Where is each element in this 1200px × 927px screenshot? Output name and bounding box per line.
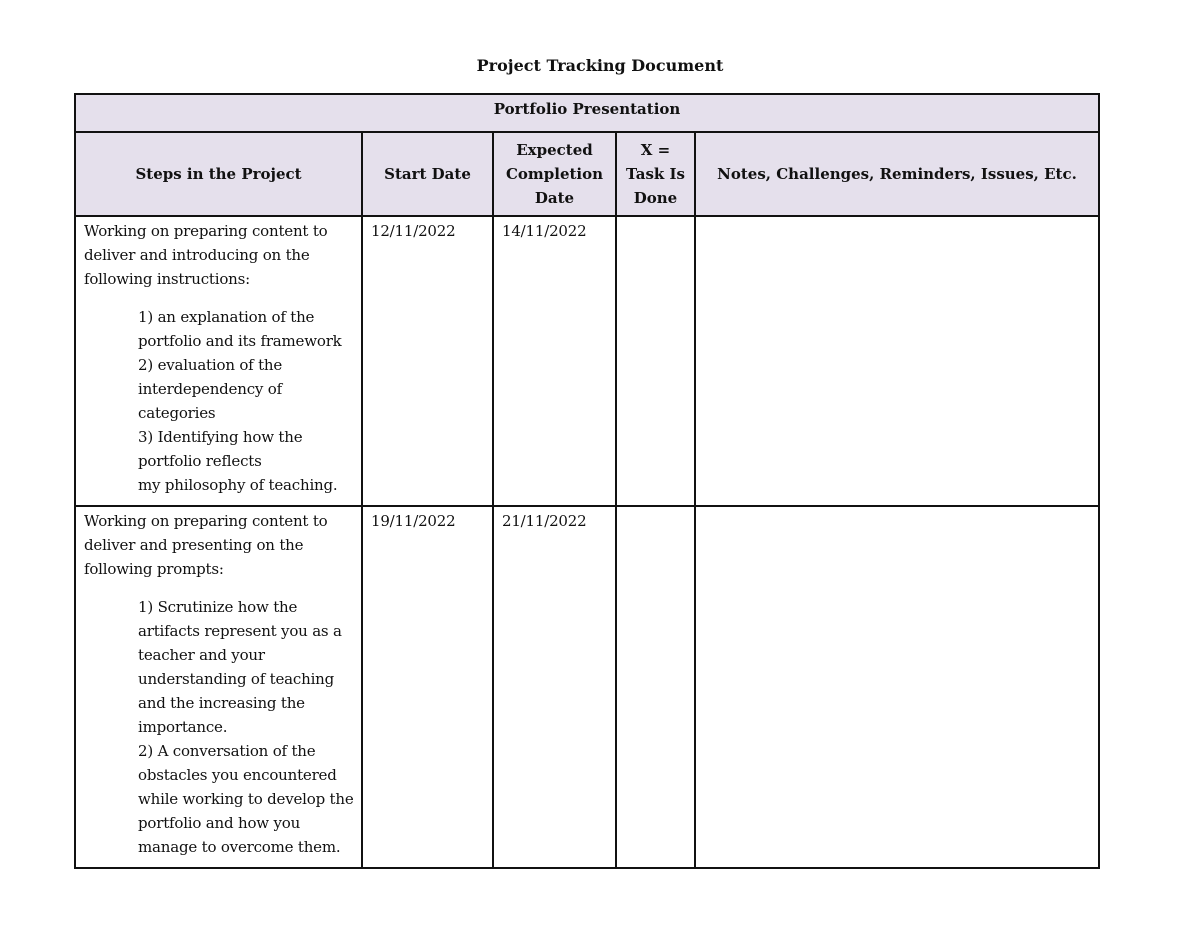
header-expected-line3: Date (534, 189, 575, 207)
step-sub-line: obstacles you encountered (138, 766, 337, 784)
task-done-cell[interactable] (616, 216, 695, 506)
steps-cell[interactable] (75, 216, 362, 506)
expected-date-cell[interactable]: 14/11/2022 (493, 216, 616, 506)
step-sub-line: portfolio and its framework (138, 332, 342, 350)
expected-date-cell[interactable]: 21/11/2022 (493, 506, 616, 868)
step-sub-line: categories (138, 404, 216, 422)
step-sub-line: 1) an explanation of the (138, 308, 315, 326)
header-done-line2: Task Is (626, 165, 685, 183)
header-expected-line2: Completion (505, 165, 604, 183)
header-start-date-label: Start Date (384, 165, 471, 183)
header-task-done (616, 132, 695, 216)
header-expected-line1: Expected (516, 141, 593, 159)
header-done-line1: X = (640, 141, 671, 159)
step-intro (84, 219, 355, 291)
start-date-cell[interactable]: 19/11/2022 (362, 506, 493, 868)
start-date-cell[interactable]: 12/11/2022 (362, 216, 493, 506)
steps-cell[interactable] (75, 506, 362, 868)
header-expected-completion-date (493, 132, 616, 216)
step-intro (84, 509, 355, 581)
step-sub-line: and the increasing the (138, 694, 305, 712)
header-start-date (362, 132, 493, 216)
step-sub-line: while working to develop the (138, 790, 354, 808)
step-intro-line: Working on preparing content to (84, 222, 328, 240)
notes-cell[interactable] (695, 216, 1099, 506)
table-row (75, 506, 1099, 868)
section-title: Portfolio Presentation (493, 100, 681, 118)
header-done-line3: Done (633, 189, 678, 207)
step-sub-line: importance. (138, 718, 228, 736)
step-sub-line: portfolio reflects (138, 452, 262, 470)
header-row (75, 132, 1099, 216)
step-intro-line: deliver and introducing on the (84, 246, 310, 264)
table-row (75, 216, 1099, 506)
step-intro-line: following prompts: (84, 560, 224, 578)
header-notes-label: Notes, Challenges, Reminders, Issues, Etc. (717, 165, 1077, 183)
task-done-cell[interactable] (616, 506, 695, 868)
step-sub-line: 3) Identifying how the (138, 428, 303, 446)
step-intro-line: following instructions: (84, 270, 250, 288)
notes-cell[interactable] (695, 506, 1099, 868)
header-steps-label: Steps in the Project (135, 165, 302, 183)
step-sub-line: 1) Scrutinize how the (138, 598, 298, 616)
step-sub-line: teacher and your (138, 646, 265, 664)
step-sub-line: 2) A conversation of the (138, 742, 316, 760)
step-sub-line: interdependency of (138, 380, 282, 398)
step-sub-line: portfolio and how you (138, 814, 301, 832)
header-notes (695, 132, 1099, 216)
step-intro-line: Working on preparing content to (84, 512, 328, 530)
step-sub-line: manage to overcome them. (138, 838, 341, 856)
step-sub-list (84, 305, 355, 497)
step-intro-line: deliver and presenting on the (84, 536, 304, 554)
step-sub-line: artifacts represent you as a (138, 622, 342, 640)
document-title: Project Tracking Document (476, 56, 724, 75)
step-sub-line: 2) evaluation of the (138, 356, 283, 374)
step-sub-line: my philosophy of teaching. (138, 476, 338, 494)
project-tracking-table (74, 93, 1100, 869)
step-sub-list (84, 595, 355, 859)
section-title-cell (75, 94, 1099, 132)
header-steps (75, 132, 362, 216)
step-sub-line: understanding of teaching (138, 670, 335, 688)
